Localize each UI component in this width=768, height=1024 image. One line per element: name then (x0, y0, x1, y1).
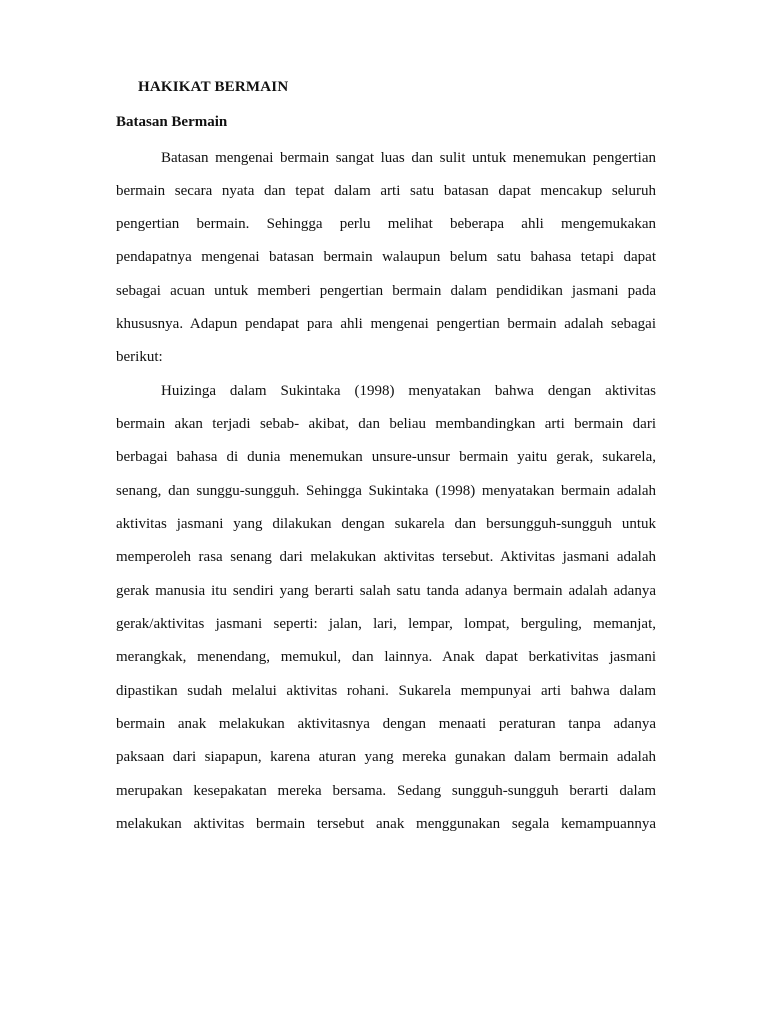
paragraph-1-line: Batasan mengenai bermain sangat luas dan sulit untuk menemukan pengertian (161, 150, 656, 166)
paragraph-2-line: memperoleh rasa senang dari melakukan aktivitas tersebut. Aktivitas jasmani adalah (116, 549, 656, 565)
paragraph-2-line: gerak/aktivitas jasmani seperti: jalan, lari, lempar, lompat, berguling, memanjat, (116, 616, 656, 632)
paragraph-2-line: merupakan kesepakatan mereka bersama. Sedang sungguh-sungguh berarti dalam (116, 783, 656, 799)
paragraph-2-line: Huizinga dalam Sukintaka (1998) menyatakan bahwa dengan aktivitas (161, 383, 656, 399)
paragraph-1-line: sebagai acuan untuk memberi pengertian bermain dalam pendidikan jasmani pada (116, 283, 656, 299)
document-title: HAKIKAT BERMAIN (138, 79, 289, 95)
paragraph-1-line: pendapatnya mengenai batasan bermain walaupun belum satu bahasa tetapi dapat (116, 249, 656, 265)
paragraph-2-line: senang, dan sunggu-sungguh. Sehingga Sukintaka (1998) menyatakan bermain adalah (116, 483, 656, 499)
paragraph-2-line: merangkak, menendang, memukul, dan lainnya. Anak dapat berkativitas jasmani (116, 649, 656, 665)
paragraph-2-line: aktivitas jasmani yang dilakukan dengan sukarela dan bersungguh-sungguh untuk (116, 516, 656, 532)
paragraph-2-line: gerak manusia itu sendiri yang berarti salah satu tanda adanya bermain adalah adanya (116, 583, 656, 599)
paragraph-2-line: bermain akan terjadi sebab- akibat, dan beliau membandingkan arti bermain dari (116, 416, 656, 432)
paragraph-2-line: bermain anak melakukan aktivitasnya dengan menaati peraturan tanpa adanya (116, 716, 656, 732)
paragraph-1-line: pengertian bermain. Sehingga perlu melihat beberapa ahli mengemukakan (116, 216, 656, 232)
paragraph-2-line: paksaan dari siapapun, karena aturan yang mereka gunakan dalam bermain adalah (116, 749, 656, 765)
paragraph-2-line: melakukan aktivitas bermain tersebut anak menggunakan segala kemampuannya (116, 816, 656, 832)
paragraph-2-line: dipastikan sudah melalui aktivitas rohani. Sukarela mempunyai arti bahwa dalam (116, 683, 656, 699)
paragraph-1-line: bermain secara nyata dan tepat dalam arti satu batasan dapat mencakup seluruh (116, 183, 656, 199)
paragraph-2-line: berbagai bahasa di dunia menemukan unsure-unsur bermain yaitu gerak, sukarela, (116, 449, 656, 465)
section-heading: Batasan Bermain (116, 114, 228, 130)
paragraph-1-line: khususnya. Adapun pendapat para ahli mengenai pengertian bermain adalah sebagai (116, 316, 656, 332)
paragraph-1-line: berikut: (116, 349, 163, 365)
